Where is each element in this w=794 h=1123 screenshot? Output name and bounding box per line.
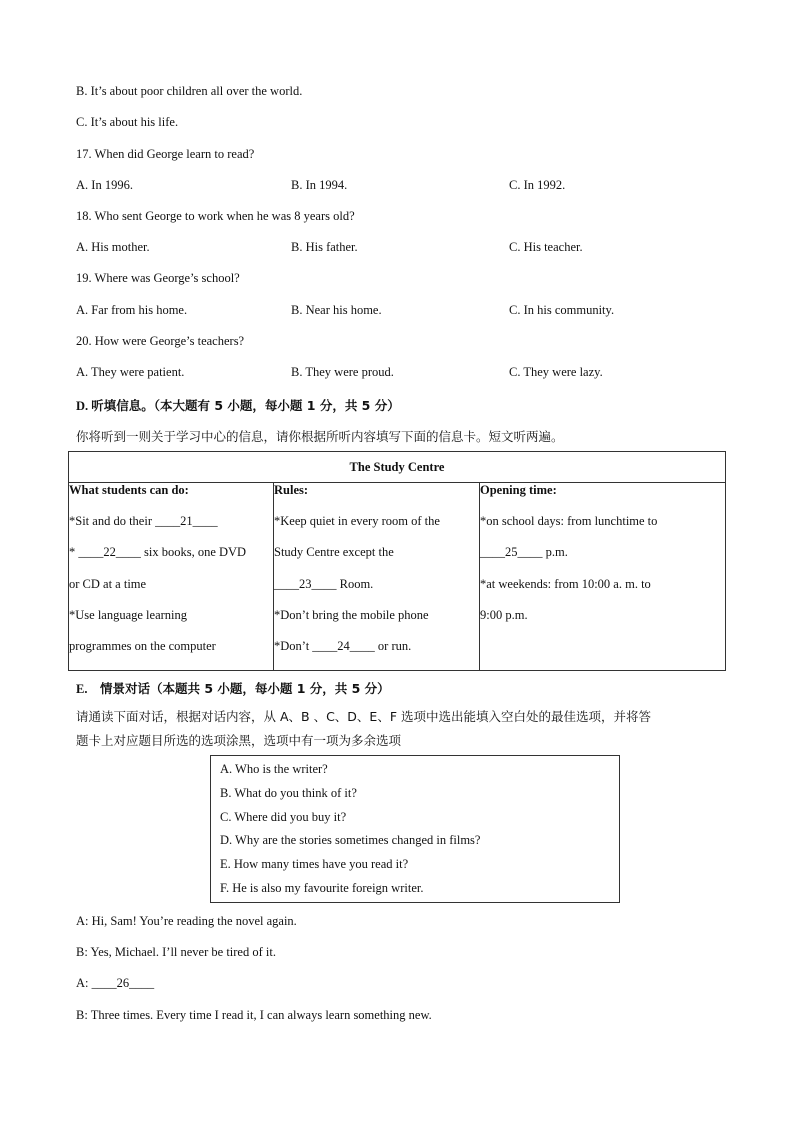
q17-option-b: B. In 1994. xyxy=(291,178,348,192)
column-line: or CD at a time xyxy=(69,576,147,591)
column-heading: Opening time: xyxy=(480,483,557,497)
column-line: * ____22____ six books, one DVD xyxy=(69,545,247,560)
q20-option-a: A. They were patient. xyxy=(76,365,185,379)
column-line: programmes on the computer xyxy=(69,638,216,653)
column-heading: Rules: xyxy=(274,483,309,497)
study-centre-card xyxy=(68,451,726,671)
q19-option-a: A. Far from his home. xyxy=(76,303,188,317)
q19-option-c: C. In his community. xyxy=(509,303,615,317)
q17-option-a: A. In 1996. xyxy=(76,178,133,192)
q17-option-c: C. In 1992. xyxy=(509,178,566,192)
q18-option-a: A. His mother. xyxy=(76,240,150,254)
card-column-rules xyxy=(274,483,480,671)
column-line: Study Centre except the xyxy=(274,545,394,560)
column-line: ____23____ Room. xyxy=(274,576,374,591)
q18-stem: 18. Who sent George to work when he was 8 years old? xyxy=(76,209,355,223)
column-line: ____25____ p.m. xyxy=(480,545,568,560)
answer-option: A. Who is the writer? xyxy=(220,762,328,776)
q19-option-b: B. Near his home. xyxy=(291,303,382,317)
dialogue-line: B: Three times. Every time I read it, I can always learn something new. xyxy=(76,1008,432,1022)
section-d-heading xyxy=(76,396,400,414)
q17-stem: 17. When did George learn to read? xyxy=(76,147,255,161)
card-title: The Study Centre xyxy=(69,452,726,483)
dialogue-line-blank-26: A: ____26____ xyxy=(76,976,155,990)
q18-option-c: C. His teacher. xyxy=(509,240,583,254)
dialogue-line: A: Hi, Sam! You’re reading the novel again. xyxy=(76,914,297,928)
column-heading: What students can do: xyxy=(69,483,189,497)
section-e-instruction-line-2: 题卡上对应题目所选的选项涂黑，选项中有一项为多余选项 xyxy=(76,733,402,748)
answer-option: F. He is also my favourite foreign writer. xyxy=(220,880,424,895)
answer-option: D. Why are the stories sometimes changed in films? xyxy=(220,833,481,848)
column-line: *at weekends: from 10:00 a. m. to xyxy=(480,576,651,591)
q19-stem: 19. Where was George’s school? xyxy=(76,271,240,285)
answer-option: C. Where did you buy it? xyxy=(220,809,347,824)
section-e-instruction-line-1: 请通读下面对话，根据对话内容，从 A、B 、C、D、E、F 选项中选出能填入空白处的最佳选项，并将答 xyxy=(76,709,651,724)
answer-options-box xyxy=(210,755,620,903)
section-d-instruction: 你将听到一则关于学习中心的信息，请你根据所听内容填写下面的信息卡。短文听两遍。 xyxy=(76,429,564,444)
column-line: *Sit and do their ____21____ xyxy=(69,514,218,529)
section-e-letter: E. xyxy=(76,682,88,696)
q20-option-b: B. They were proud. xyxy=(291,365,394,379)
q20-option-c: C. They were lazy. xyxy=(509,365,603,379)
answer-option: B. What do you think of it? xyxy=(220,785,357,800)
column-line: *Don’t ____24____ or run. xyxy=(274,638,412,653)
column-line: *on school days: from lunchtime to xyxy=(480,514,658,529)
dialogue-line: B: Yes, Michael. I’ll never be tired of it. xyxy=(76,945,276,959)
q18-option-b: B. His father. xyxy=(291,240,358,254)
column-line: *Keep quiet in every room of the xyxy=(274,514,440,529)
column-line: *Use language learning xyxy=(69,607,188,622)
section-d-letter: D. xyxy=(76,399,92,413)
q20-stem: 20. How were George’s teachers? xyxy=(76,334,245,348)
column-line: 9:00 p.m. xyxy=(480,607,528,622)
section-e-heading xyxy=(76,679,390,697)
section-d-title: 听填信息。（本大题有 5 小题，每小题 1 分，共 5 分） xyxy=(91,398,400,413)
q16-option-c: C. It’s about his life. xyxy=(76,115,179,129)
answer-option: E. How many times have you read it? xyxy=(220,857,409,872)
section-e-title: 情景对话（本题共 5 小题，每小题 1 分，共 5 分） xyxy=(99,681,390,696)
card-column-opening-time xyxy=(480,483,726,671)
card-column-what-students xyxy=(69,483,274,671)
column-line: *Don’t bring the mobile phone xyxy=(274,607,429,622)
q16-option-b: B. It’s about poor children all over the world. xyxy=(76,84,303,98)
